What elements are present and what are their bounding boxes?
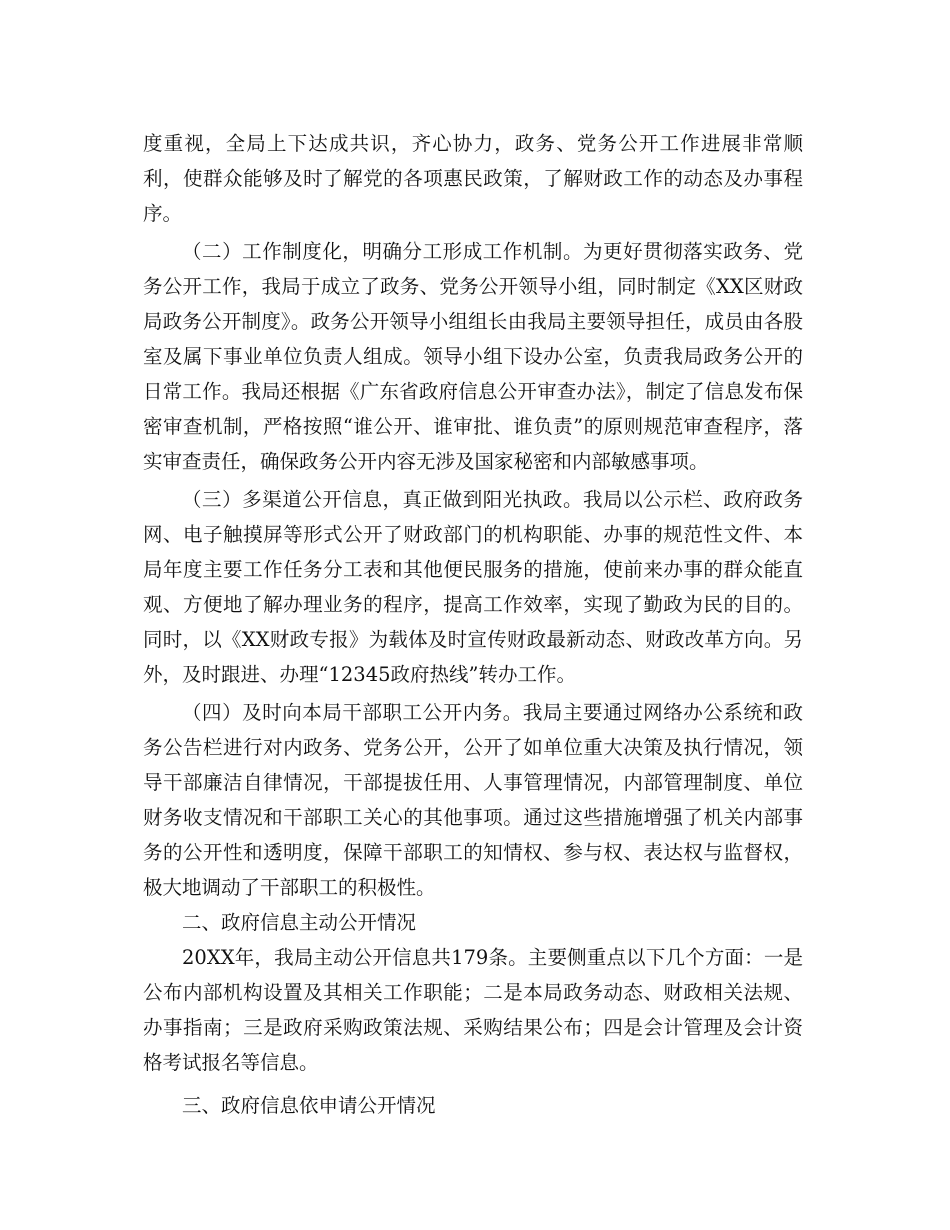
paragraph-continuation: 度重视，全局上下达成共识，齐心协力，政务、党务公开工作进展非常顺利，使群众能够及时了解党的各项惠民政策，了解财政工作的动态及办事程序。	[143, 132, 803, 225]
document-body	[143, 126, 803, 1123]
paragraph-section-4: （四）及时向本局干部职工公开内务。我局主要通过网络办公系统和政务公告栏进行对内政务、党务公开，公开了如单位重大决策及执行情况，领导干部廉洁自律情况，干部提拔任用、人事管理情况，内部管理制度、单位财务收支情况和干部职工关心的其他事项。通过这些措施增强了机关内部事务的公开性和透明度，保障干部职工的知情权、参与权、表达权与监督权，极大地调动了干部职工的积极性。	[143, 701, 803, 899]
paragraph-section-3: （三）多渠道公开信息，真正做到阳光执政。我局以公示栏、政府政务网、电子触摸屏等形式公开了财政部门的机构职能、办事的规范性文件、本局年度主要工作任务分工表和其他便民服务的措施，使前来办事的群众能直观、方便地了解办理业务的程序，提高工作效率，实现了勤政为民的目的。同时，以《XX财政专报》为载体及时宣传财政最新动态、财政改革方向。另外，及时跟进、办理“12345政府热线”转办工作。	[143, 488, 803, 686]
heading-proactive-disclosure: 二、政府信息主动公开情况	[182, 911, 417, 934]
heading-disclosure-on-request: 三、政府信息依申请公开情况	[182, 1094, 436, 1117]
paragraph-proactive-disclosure: 20XX年，我局主动公开信息共179条。主要侧重点以下几个方面：一是公布内部机构设置及其相关工作职能；二是本局政务动态、财政相关法规、办事指南；三是政府采购政策法规、采购结果公布；四是会计管理及会计资格考试报名等信息。	[143, 946, 803, 1074]
paragraph-section-2: （二）工作制度化，明确分工形成工作机制。为更好贯彻落实政务、党务公开工作，我局于成立了政务、党务公开领导小组，同时制定《XX区财政局政务公开制度》。政务公开领导小组组长由我局主要领导担任，成员由各股室及属下事业单位负责人组成。领导小组下设办公室，负责我局政务公开的日常工作。我局还根据《广东省政府信息公开审查办法》，制定了信息发布保密审查机制，严格按照“谁公开、谁审批、谁负责”的原则规范审查程序，落实审查责任，确保政务公开内容无涉及国家秘密和内部敏感事项。	[143, 240, 803, 473]
